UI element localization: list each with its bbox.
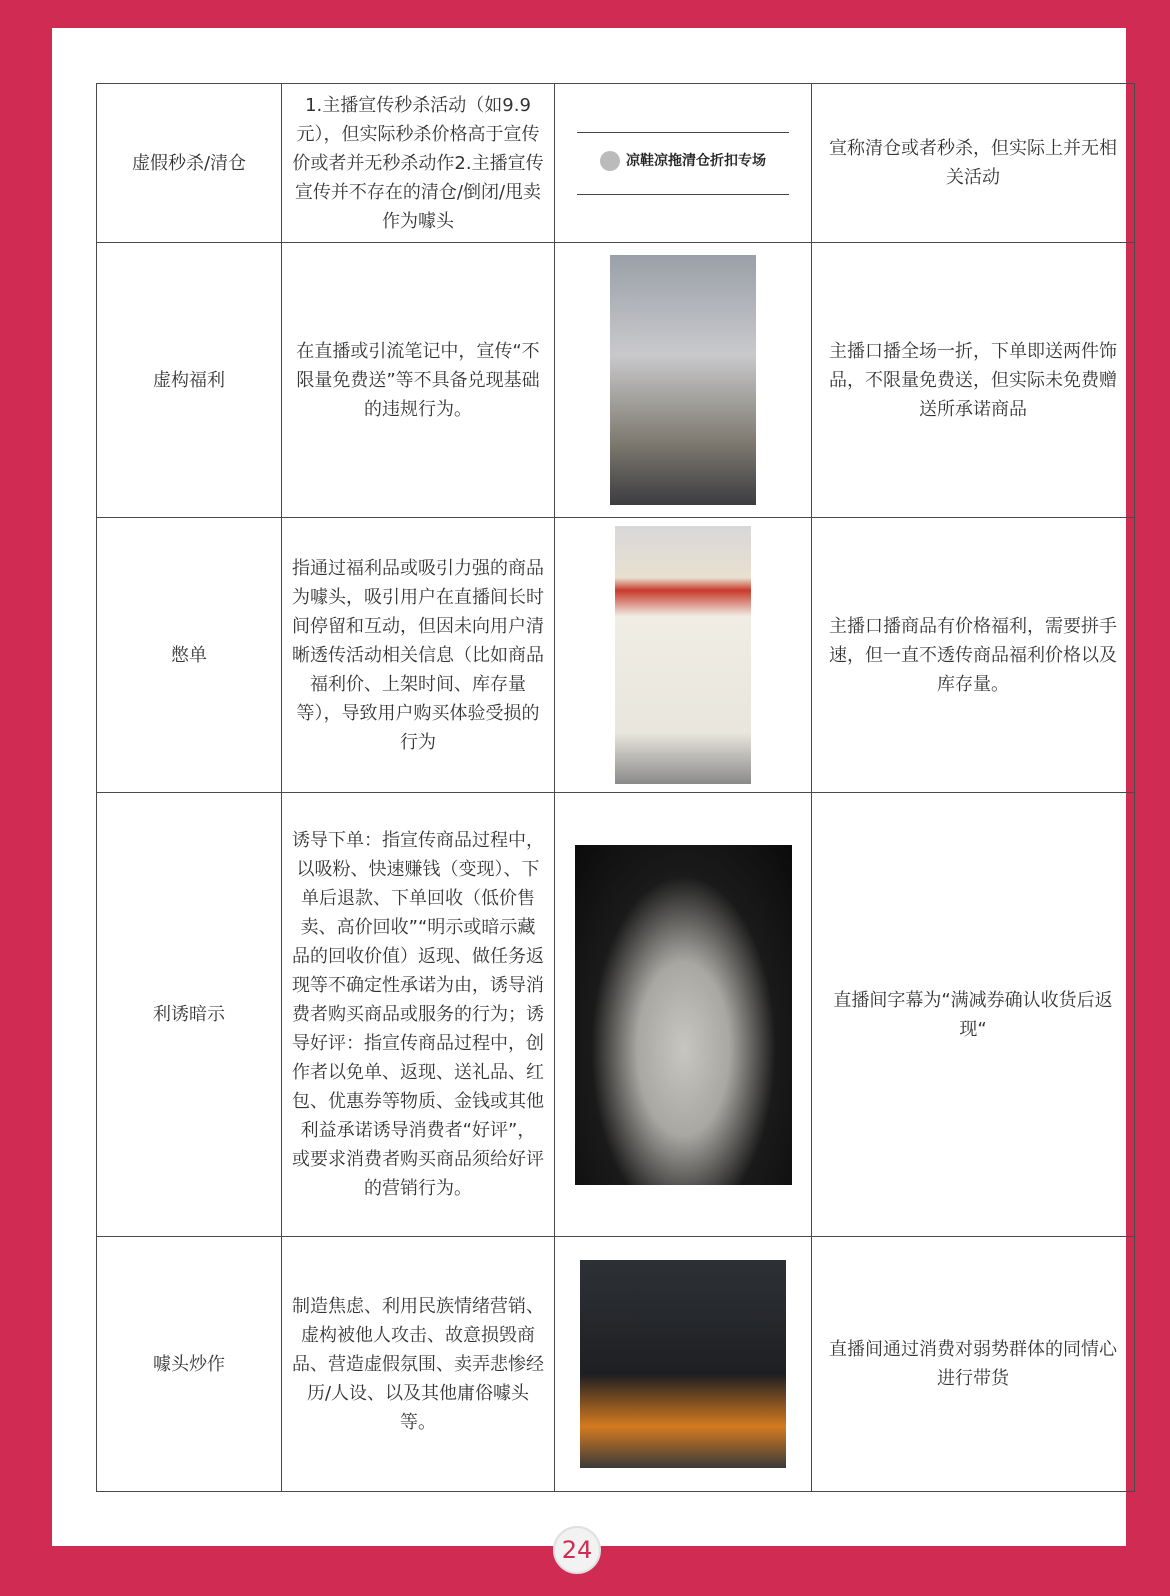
example-cell (555, 84, 812, 243)
table-row (97, 1237, 1135, 1492)
document-page (52, 28, 1126, 1546)
table-row (97, 518, 1135, 793)
clearance-banner (577, 132, 789, 195)
table-row (97, 84, 1135, 243)
description-cell: 直播间通过消费对弱势群体的同情心进行带货 (812, 1237, 1135, 1492)
jewelry-livestream-photo (610, 255, 756, 505)
avatar-icon (600, 151, 620, 171)
sandals-livestream-photo (575, 845, 792, 1185)
banner-text: 凉鞋凉拖清仓折扣专场 (626, 152, 766, 169)
description-cell: 直播间字幕为“满减券确认收货后返现“ (812, 793, 1135, 1237)
category-cell: 噱头炒作 (97, 1237, 282, 1492)
definition-cell: 诱导下单：指宣传商品过程中，以吸粉、快速赚钱（变现）、下单后退款、下单回收（低价售卖、高价回收”“明示或暗示藏品的回收价值）返现、做任务返现等不确定性承诺为由，诱导消费者购买商品或服务的行为；诱导好评：指宣传商品过程中，创作者以免单、返现、送礼品、红包、优惠券等物质、金钱或其他利益承诺诱导消费者“好评”，或要求消费者购买商品须给好评的营销行为。 (282, 793, 555, 1237)
category-cell: 憋单 (97, 518, 282, 793)
description-cell: 主播口播商品有价格福利，需要拼手速，但一直不透传商品福利价格以及库存量。 (812, 518, 1135, 793)
person-livestream-photo (580, 1260, 786, 1468)
table-row (97, 243, 1135, 518)
description-cell: 宣称清仓或者秒杀，但实际上并无相关活动 (812, 84, 1135, 243)
category-cell: 虚构福利 (97, 243, 282, 518)
definition-cell: 指通过福利品或吸引力强的商品为噱头，吸引用户在直播间长时间停留和互动，但因未向用户清晰透传活动相关信息（比如商品福利价、上架时间、库存量等），导致用户购买体验受损的行为 (282, 518, 555, 793)
description-cell: 主播口播全场一折，下单即送两件饰品，不限量免费送，但实际未免费赠送所承诺商品 (812, 243, 1135, 518)
definition-cell: 制造焦虑、利用民族情绪营销、虚构被他人攻击、故意损毁商品、营造虚假氛围、卖弄悲惨经历/人设、以及其他庸俗噱头等。 (282, 1237, 555, 1492)
example-cell (555, 243, 812, 518)
page-number: 24 (553, 1526, 601, 1574)
table-row (97, 793, 1135, 1237)
category-cell: 虚假秒杀/清仓 (97, 84, 282, 243)
example-cell (555, 518, 812, 793)
jacket-livestream-photo (615, 526, 751, 784)
example-cell (555, 1237, 812, 1492)
example-cell (555, 793, 812, 1237)
definition-cell: 1.主播宣传秒杀活动（如9.9元），但实际秒杀价格高于宣传价或者并无秒杀动作2.主播宣传宣传并不存在的清仓/倒闭/甩卖作为噱头 (282, 84, 555, 243)
category-cell: 利诱暗示 (97, 793, 282, 1237)
definition-cell: 在直播或引流笔记中，宣传“不限量免费送”等不具备兑现基础的违规行为。 (282, 243, 555, 518)
violation-table (96, 83, 1135, 1492)
